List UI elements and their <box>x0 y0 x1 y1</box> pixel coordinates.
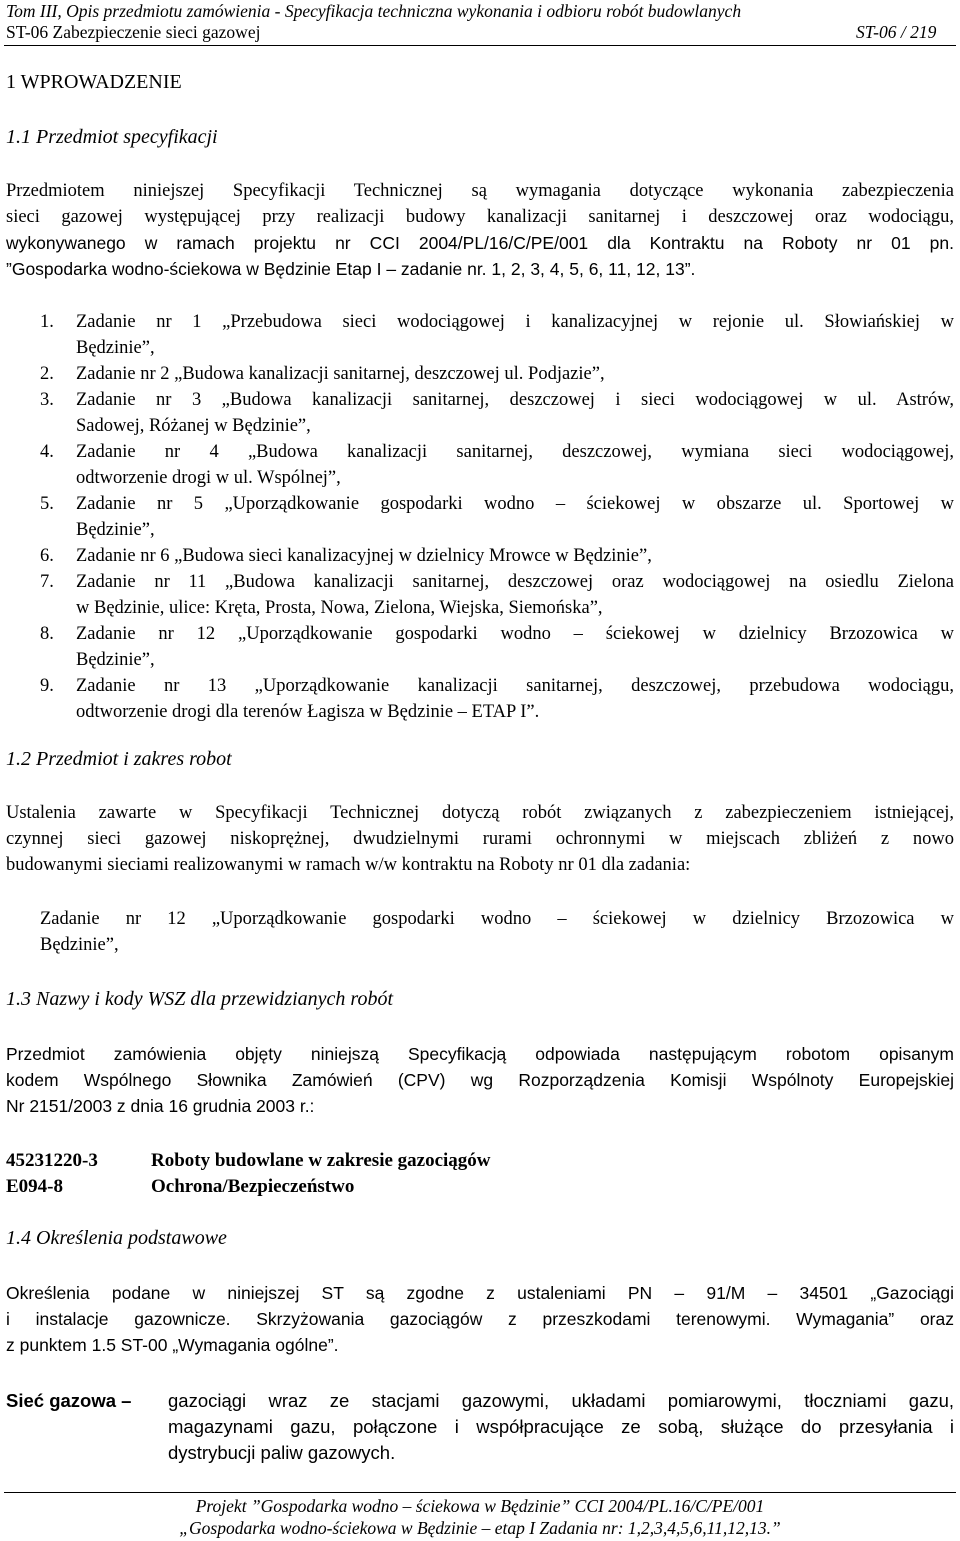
list-item-number: 8. <box>40 624 54 644</box>
text-line: Przedmiot zamówienia objęty niniejszą Specyfikacją odpowiada następującym robotom opisanym <box>6 1044 954 1064</box>
cpv-code-table <box>6 1148 491 1200</box>
footer-tasks-line: „Gospodarka wodno-ściekowa w Będzinie – etap I Zadania nr: 1,2,3,4,5,6,11,12,13.” <box>179 1518 781 1538</box>
list-item-number: 1. <box>40 312 54 332</box>
definition-gas-network <box>6 1388 954 1466</box>
list-item-number: 9. <box>40 676 54 696</box>
text-line: Zadanie nr 13 „Uporządkowanie kanalizacji sanitarnej, deszczowej, przebudowa wodociągu, <box>76 676 954 696</box>
text-line: Zadanie nr 12 „Uporządkowanie gospodarki wodno – ściekowej w dzielnicy Brzozowica w <box>40 909 954 929</box>
list-item <box>6 309 954 361</box>
text-line: Zadanie nr 6 „Budowa sieci kanalizacyjnej w dzielnicy Mrowce w Będzinie”, <box>76 546 652 566</box>
text-line: Zadanie nr 5 „Uporządkowanie gospodarki wodno – ściekowej w obszarze ul. Sportowej w <box>76 494 954 514</box>
text-line: magazynami gazu, połączone i współpracujące ze sobą, służące do przesyłania i <box>168 1416 954 1437</box>
text-line: i instalacje gazownicze. Skrzyżowania gazociągów z przeszkodami terenowymi. Wymagania” oraz <box>6 1309 954 1329</box>
text-line: Sadowej, Różanej w Będzinie”, <box>76 416 311 436</box>
text-line: dystrybucji paliw gazowych. <box>168 1442 396 1463</box>
list-item <box>6 621 954 673</box>
list-item <box>6 439 954 491</box>
cpv-description: Ochrona/Bezpieczeństwo <box>151 1176 355 1197</box>
text-line: odtworzenie drogi w ul. Wspólnej”, <box>76 468 341 488</box>
text-line: gazociągi wraz ze stacjami gazowymi, układami pomiarowymi, tłoczniami gazu, <box>168 1390 954 1411</box>
text-line: kodem Wspólnego Słownika Zamówień (CPV) wg Rozporządzenia Komisji Wspólnoty Europejskiej <box>6 1070 954 1090</box>
text-line: wykonywanego w ramach projektu nr CCI 2004/PL/16/C/PE/001 dla Kontraktu na Roboty nr 01 pn. <box>6 233 954 253</box>
text-line: w Będzinie, ulice: Kręta, Prosta, Nowa, Zielona, Wiejska, Siemońska”, <box>76 598 603 618</box>
cpv-code: 45231220-3 <box>6 1150 98 1171</box>
text-line: z punktem 1.5 ST-00 „Wymagania ogólne”. <box>6 1335 339 1355</box>
task-list <box>6 309 954 725</box>
paragraph-definitions <box>6 1280 954 1358</box>
paragraph-scope-task <box>40 906 954 958</box>
text-line: Zadanie nr 11 „Budowa kanalizacji sanitarnej, deszczowej oraz wodociągowej na osiedlu Zielona <box>76 572 954 592</box>
section-heading-introduction: 1 WPROWADZENIE <box>6 71 182 93</box>
list-item <box>6 673 954 725</box>
cpv-code-row <box>6 1148 491 1174</box>
list-item-number: 7. <box>40 572 54 592</box>
text-line: Przedmiotem niniejszej Specyfikacji Technicznej są wymagania dotyczące wykonania zabezpieczenia <box>6 181 954 201</box>
section-heading-1-2: 1.2 Przedmiot i zakres robot <box>6 748 232 770</box>
text-line: Określenia podane w niniejszej ST są zgodne z ustaleniami PN – 91/M – 34501 „Gazociągi <box>6 1283 954 1303</box>
text-line: ”Gospodarka wodno-ściekowa w Będzinie Etap I – zadanie nr. 1, 2, 3, 4, 5, 6, 11, 12, 13”. <box>6 259 696 279</box>
header-spec-name: ST-06 Zabezpieczenie sieci gazowej <box>6 22 261 42</box>
section-heading-1-4: 1.4 Określenia podstawowe <box>6 1227 227 1249</box>
cpv-code: E094-8 <box>6 1176 63 1197</box>
list-item-number: 5. <box>40 494 54 514</box>
list-item <box>6 491 954 543</box>
list-item <box>6 387 954 439</box>
text-line: Będzinie”, <box>76 650 155 670</box>
paragraph-cpv <box>6 1041 954 1119</box>
cpv-description: Roboty budowlane w zakresie gazociągów <box>151 1150 491 1171</box>
text-line: Będzinie”, <box>76 338 155 358</box>
text-line: budowanymi sieciami realizowanymi w ramach w/w kontraktu na Roboty nr 01 dla zadania: <box>6 855 691 875</box>
text-line: Ustalenia zawarte w Specyfikacji Technicznej dotyczą robót związanych z zabezpieczeniem istniejącej, <box>6 803 954 823</box>
text-line: Zadanie nr 4 „Budowa kanalizacji sanitarnej, deszczowej, wymiana sieci wodociągowej, <box>76 442 954 462</box>
text-line: Będzinie”, <box>76 520 155 540</box>
text-line: Zadanie nr 2 „Budowa kanalizacji sanitarnej, deszczowej ul. Podjazie”, <box>76 364 605 384</box>
footer-project-line: Projekt ”Gospodarka wodno – ściekowa w Będzinie” CCI 2004/PL.16/C/PE/001 <box>195 1496 765 1516</box>
text-line: Nr 2151/2003 z dnia 16 grudnia 2003 r.: <box>6 1096 315 1116</box>
text-line: Zadanie nr 12 „Uporządkowanie gospodarki wodno – ściekowej w dzielnicy Brzozowica w <box>76 624 954 644</box>
paragraph-subject-intro <box>6 178 954 282</box>
list-item <box>6 543 954 569</box>
list-item-number: 2. <box>40 364 54 384</box>
text-line: Zadanie nr 3 „Budowa kanalizacji sanitarnej, deszczowej i sieci wodociągowej w ul. Astrów, <box>76 390 954 410</box>
cpv-code-row <box>6 1174 355 1200</box>
header-volume-title: Tom III, Opis przedmiotu zamówienia - Specyfikacja techniczna wykonania i odbioru robót budowlanych <box>6 1 742 21</box>
text-line: odtworzenie drogi dla terenów Łagisza w Będzinie – ETAP I”. <box>76 702 540 722</box>
list-item-number: 6. <box>40 546 54 566</box>
list-item-number: 4. <box>40 442 54 462</box>
text-line: sieci gazowej występującej przy realizacji budowy kanalizacji sanitarnej i deszczowej oraz wodociągu, <box>6 207 954 227</box>
footer-divider <box>4 1492 956 1493</box>
list-item-number: 3. <box>40 390 54 410</box>
section-heading-1-3: 1.3 Nazwy i kody WSZ dla przewidzianych robót <box>6 988 394 1010</box>
paragraph-scope <box>6 800 954 878</box>
text-line: Będzinie”, <box>40 935 119 955</box>
list-item <box>6 361 954 387</box>
header-spec-line <box>6 22 937 43</box>
header-page-number: ST-06 / 219 <box>856 22 937 42</box>
list-item <box>6 569 954 621</box>
text-line: Zadanie nr 1 „Przebudowa sieci wodociągowej i kanalizacyjnej w rejonie ul. Słowiańskiej w <box>76 312 954 332</box>
text-line: czynnej sieci gazowej niskoprężnej, dwudzielnymi rurami ochronnymi w miejscach zbliżeń z nowo <box>6 829 954 849</box>
section-heading-1-1: 1.1 Przedmiot specyfikacji <box>6 126 218 148</box>
header-divider <box>4 45 956 46</box>
definition-term: Sieć gazowa – <box>6 1390 132 1411</box>
